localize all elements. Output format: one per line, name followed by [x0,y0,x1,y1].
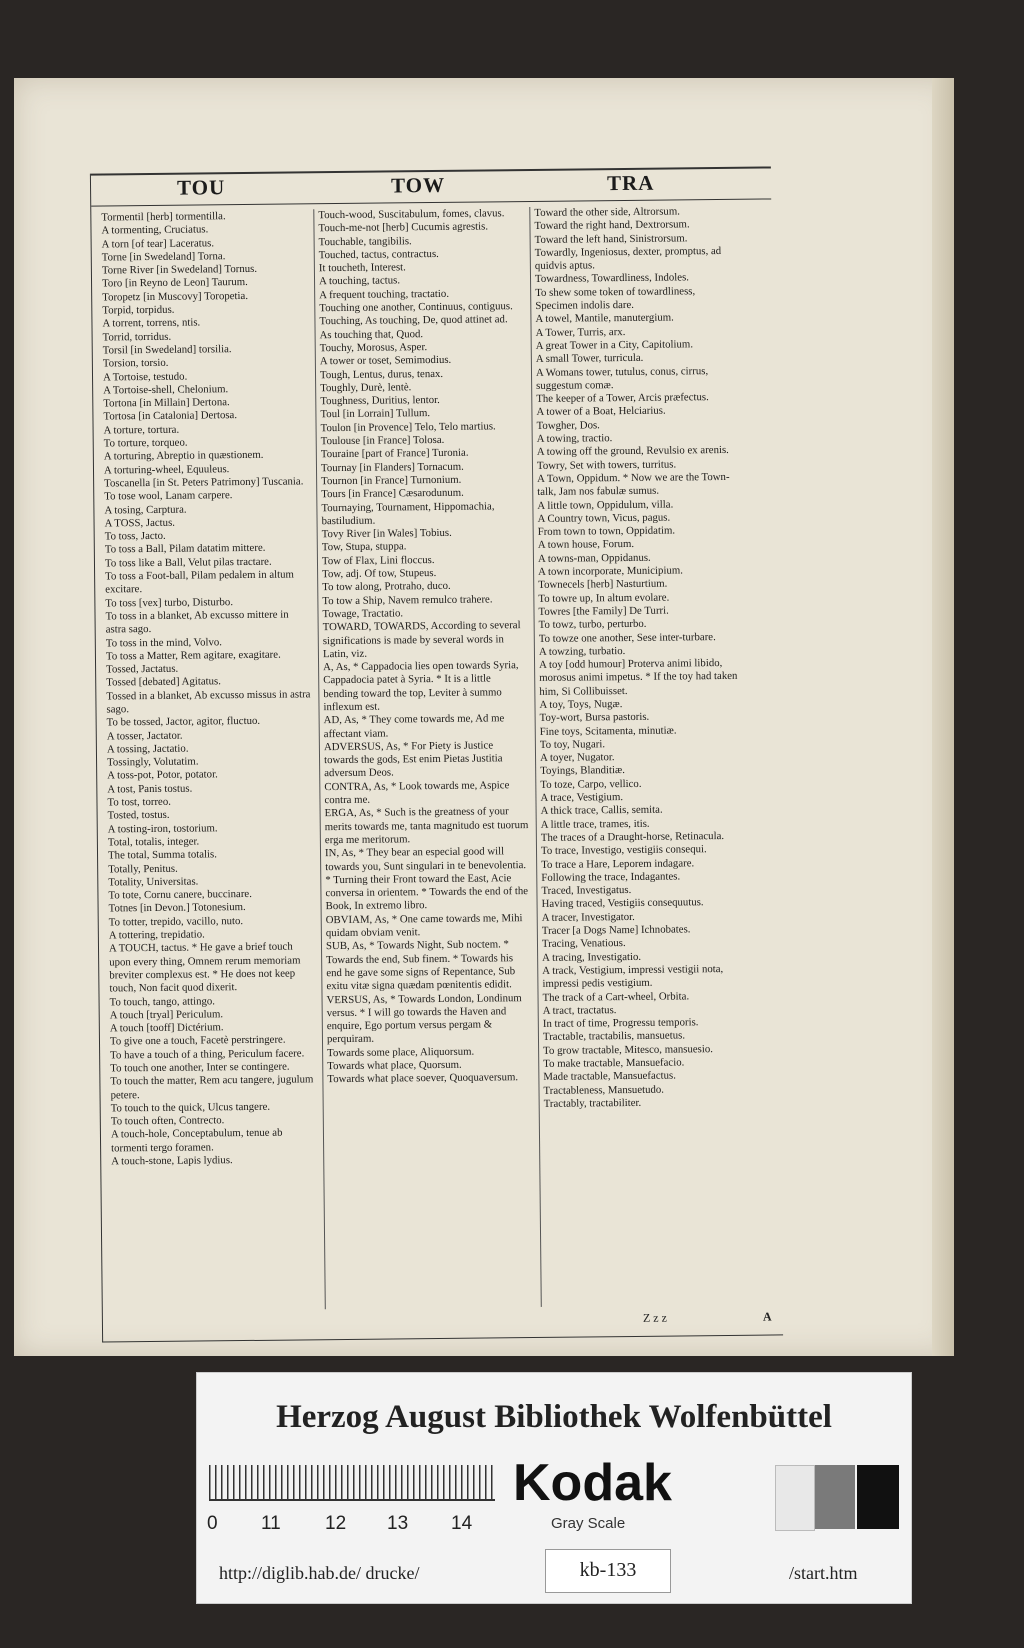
signature-mark: Z z z [642,1310,667,1325]
dictionary-entry: A towel, Mantile, manutergium. [535,311,674,326]
dictionary-entry: A touch-stone, Lapis lydius. [111,1154,233,1168]
dictionary-entry: It toucheth, Interest. [318,261,406,275]
dictionary-entry: Toulouse [in France] Tolosa. [320,433,445,448]
dictionary-entry: Fine toys, Scitamenta, minutiæ. [539,724,677,738]
gray-scale-label: Gray Scale [551,1515,626,1532]
dictionary-entry: A tottering, trepidatio. [108,928,205,942]
dictionary-entry: A tossing, Jactatio. [106,742,189,756]
dictionary-entry: To tost, torreo. [107,795,171,809]
dictionary-entry: Touching one another, Continuus, contiguus. [319,300,513,315]
dictionary-entry: Tossed in a blanket, Ab excusso missus in astra sago. [106,688,311,716]
dictionary-entry: Towardness, Towardliness, Indoles. [534,271,690,286]
dictionary-entry: Toro [in Reyno de Leon] Taurum. [101,276,248,290]
dictionary-entry: In tract of time, Progressu temporis. [542,1016,699,1031]
dictionary-entry: Totality, Universitas. [108,875,199,889]
dictionary-entry: A Tortoise, testudo. [102,370,188,384]
dictionary-entry: A Tortoise-shell, Chelonium. [103,383,229,397]
ruler-number: 14 [451,1513,473,1534]
headword-right: TRA [606,170,655,196]
dictionary-entry: ADVERSUS, As, * For Piety is Justice towards the gods, Est enim Pietas Justitia adversum Deos. [323,739,503,780]
dictionary-entry: To toss in the mind, Volvo. [105,635,222,649]
dictionary-entry: To toss a Matter, Rem agitare, exagitare. [105,648,281,663]
dictionary-entry: Toul [in Lorrain] Tullum. [320,407,431,421]
dictionary-entry: To toss in a blanket, Ab excusso mittere in astra sago. [105,608,289,636]
dictionary-entry: Touch-me-not [herb] Cucumis agrestis. [318,220,489,235]
dictionary-entry: Toward the right hand, Dextrorsum. [534,218,690,233]
dictionary-entry: A towing, tractio. [536,432,613,445]
dictionary-entry: Tortona [in Millain] Dertona. [103,396,230,410]
dictionary-entry: A torture, tortura. [103,423,180,437]
dictionary-entry: A TOSS, Jactus. [104,516,176,530]
page-frame [90,166,783,1342]
dictionary-entry: Torne River [in Swedeland] Tornus. [101,263,258,277]
column-center [313,207,541,1309]
dictionary-entry: IN, As, * They bear an especial good will towards you, Sunt singulari in te benevolentia. * Turning their Front toward the East, Acie conversa in orientem. * Towards the end of the Book, In extremo libro. [324,845,529,913]
dictionary-entry: A touch-hole, Conceptabulum, tenue ab tormenti tergo foramen. [110,1127,283,1155]
dictionary-entry: A town house, Forum. [537,538,635,552]
dictionary-entry: To toss like a Ball, Velut pilas tractare. [104,555,272,570]
dictionary-columns [97,204,782,1311]
dictionary-entry: A Womans tower, tutulus, conus, cirrus, suggestum comæ. [535,364,709,392]
dictionary-entry: To tow along, Protraho, duco. [322,580,451,594]
dictionary-entry: To be tossed, Jactor, agitor, fluctuo. [106,715,261,729]
dictionary-entry: A trace, Vestigium. [540,791,624,804]
dictionary-entry: Tracing, Venatious. [541,937,626,951]
dictionary-entry: To tote, Cornu canere, buccinare. [108,888,252,902]
dictionary-entry: A little town, Oppidulum, villa. [537,498,674,512]
dictionary-entry: Tortosa [in Catalonia] Dertosa. [103,409,238,423]
dictionary-entry: Tow, Stupa, stuppa. [321,540,407,554]
dictionary-entry: TOWARD, TOWARDS, According to several significations is made by several words in Latin, viz. [322,619,521,660]
dictionary-entry: A towing off the ground, Revulsio ex arenis. [536,444,729,459]
dictionary-entry: A track, Vestigium, impressi vestigii nota, impressi pedis vestigium. [542,962,724,991]
column-left [97,209,325,1311]
book-page [14,78,954,1356]
dictionary-entry: To towze one another, Sese inter-turbare. [538,630,716,645]
dictionary-entry: To totter, trepido, vacillo, nuto. [108,914,244,929]
dictionary-entry: Touching, As touching, De, quod attinet ad. [319,313,508,328]
dictionary-entry: Touchable, tangibilis. [318,234,412,248]
dictionary-entry: Towards what place soever, Quoquaversum. [327,1071,519,1086]
dictionary-entry: A tracer, Investigator. [541,910,635,924]
dictionary-entry: To towz, turbo, perturbo. [538,617,647,632]
dictionary-entry: Tovy River [in Wales] Tobius. [321,526,452,541]
dictionary-entry: A tormenting, Cruciatus. [101,223,209,237]
dictionary-entry: OBVIAM, As, * One came towards me, Mihi quidam obviam venit. [325,911,523,940]
dictionary-entry: A touch [tryal] Periculum. [109,1008,224,1022]
dictionary-entry: Towres [the Family] De Turri. [538,604,669,618]
measure-ruler [209,1465,495,1501]
dictionary-entry: To shew some token of towardliness, Specimen indolis dare. [535,285,696,313]
dictionary-entry: To toss a Foot-ball, Pilam pedalem in altum excitare. [105,568,294,596]
dictionary-entry: Towgher, Dos. [536,419,600,432]
dictionary-entry: Tosted, tostus. [107,809,170,822]
dictionary-entry: Tossed, Jactatus. [106,662,179,676]
dictionary-entry: To touch, tango, attingo. [109,994,216,1008]
running-head [91,166,771,206]
dictionary-entry: Torpid, torpidus. [102,303,175,317]
dictionary-entry: From town to town, Oppidatim. [537,524,676,539]
dictionary-entry: To tose wool, Lanam carpere. [104,489,233,503]
dictionary-entry: Towage, Tractatio. [322,607,404,621]
column-right [529,205,757,1307]
dictionary-entry: Totnes [in Devon.] Totonesium. [108,901,246,915]
library-title: Herzog August Bibliothek Wolfenbüttel [276,1399,832,1435]
dictionary-entry: Tossed [debated] Agitatus. [106,675,221,689]
dictionary-entry: To have a touch of a thing, Periculum facere. [110,1047,305,1062]
dictionary-entry: The traces of a Draught-horse, Retinacula. [540,829,725,844]
dictionary-entry: Touch-wood, Suscitabulum, fomes, clavus. [318,207,505,222]
dictionary-entry: A toyer, Nugator. [539,751,615,765]
dictionary-entry: Traced, Investigatus. [541,884,632,898]
dictionary-entry: Toy-wort, Bursa pastoris. [539,711,650,725]
dictionary-entry: The keeper of a Tower, Arcis præfectus. [536,391,709,406]
dictionary-entry: A thick trace, Callis, semita. [540,803,663,818]
page-edge [932,78,954,1356]
dictionary-entry: Tracer [a Dogs Name] Ichnobates. [541,923,691,937]
ruler-number: 13 [387,1513,409,1534]
dictionary-entry: Tournay [in Flanders] Tornacum. [320,460,464,474]
dictionary-entry: ERGA, As, * Such is the greatness of your merits towards me, tanta magnitudo est tuorum erga me meritorum. [324,805,529,847]
dictionary-entry: To give one a touch, Facetè perstringere. [109,1034,286,1048]
dictionary-entry: Towardly, Ingeniosus, dexter, promptus, ad quidvis aptus. [534,244,722,273]
dictionary-entry: CONTRA, As, * Look towards me, Aspice contra me. [324,779,510,807]
swatch-dark [857,1465,899,1529]
dictionary-entry: Toward the other side, Altrorsum. [534,205,680,219]
dictionary-entry: AD, As, * They come towards me, Ad me affectant viam. [323,712,505,740]
dictionary-entry: To make tractable, Mansuefacio. [543,1056,685,1070]
dictionary-entry: To grow tractable, Mitesco, mansuesio. [543,1042,714,1057]
dictionary-entry: A tosing, Carptura. [104,503,187,516]
color-target-card [196,1372,912,1604]
dictionary-entry: As touching that, Quod. [319,327,424,341]
dictionary-entry: Townecels [herb] Nasturtium. [538,577,668,592]
dictionary-entry: To toze, Carpo, vellico. [540,777,642,791]
ruler-number: 0 [207,1513,218,1534]
dictionary-entry: VERSUS, As, * Towards London, Londinum versus. * I will go towards the Haven and enquire, Ego portum versus pergam & perquiram. [326,991,522,1046]
dictionary-entry: To toss a Ball, Pilam datatim mittere. [104,542,266,556]
dictionary-entry: Tractableness, Mansuetudo. [543,1083,665,1097]
dictionary-entry: The total, Summa totalis. [107,848,217,862]
dictionary-entry: A, As, * Cappadocia lies open towards Syria, Cappadocia patet à Syria. * It is a little bending toward the top, Leviter à summo inflexum est. [323,659,519,714]
dictionary-entry: Tormentil [herb] tormentilla. [101,210,226,224]
dictionary-entry: Toscanella [in St. Peters Patrimony] Tuscania. [104,475,304,490]
dictionary-entry: A touch [tooff] Dictérium. [109,1021,224,1035]
dictionary-entry: Tours [in France] Cæsarodunum. [321,486,464,501]
dictionary-entry: Torsion, torsio. [102,357,169,370]
dictionary-entry: Torsil [in Swedeland] torsilia. [102,343,232,357]
dictionary-entry: A small Tower, turricula. [535,352,644,366]
dictionary-entry: Tournon [in France] Turnonium. [321,473,462,488]
dictionary-entry: A torrent, torrens, ntis. [102,316,201,330]
dictionary-entry: Toropetz [in Muscovy] Toropetia. [102,289,249,304]
dictionary-entry: A great Tower in a City, Capitolium. [535,338,694,352]
dictionary-entry: A frequent touching, tractatio. [319,287,450,301]
dictionary-entry: A town incorporate, Municipium. [538,564,683,578]
dictionary-entry: A toy, Toys, Nugæ. [539,698,623,711]
dictionary-entry: Having traced, Vestigiis consequutus. [541,896,704,911]
dictionary-entry: A Tower, Turris, arx. [535,325,626,339]
kodak-logo: Kodak [513,1454,672,1512]
dictionary-entry: To touch to the quick, Ulcus tangere. [110,1100,271,1115]
ruler-number: 11 [261,1513,281,1534]
swatch-light [775,1465,815,1531]
dictionary-entry: Toward the left hand, Sinistrorsum. [534,231,688,246]
catchword: A [762,1309,772,1324]
dictionary-entry: A tracing, Investigatio. [542,950,642,964]
dictionary-entry: To touch one another, Inter se contingere. [110,1060,290,1075]
dictionary-entry: Following the trace, Indagantes. [541,870,681,884]
dictionary-entry: A tosser, Jactator. [106,729,183,743]
dictionary-entry: Toughness, Duritius, lentor. [320,394,440,408]
dictionary-entry: A toy [odd humour] Proterva animi libido, morosus animi impetus. * If the toy had taken him, Si Collibuisset. [539,657,738,698]
url-left: http://diglib.hab.de/ drucke/ [219,1563,420,1583]
dictionary-entry: A tower of a Boat, Helciarius. [536,405,666,419]
dictionary-entry: A tosting-iron, tostorium. [107,821,218,836]
dictionary-entry: Touraine [part of France] Turonia. [320,446,469,461]
dictionary-entry: To toss [vex] turbo, Disturbo. [105,595,234,610]
dictionary-entry: A tower or toset, Semimodius. [319,354,452,368]
dictionary-entry: Torne [in Swedeland] Torna. [101,250,226,264]
dictionary-entry: Tournaying, Tournament, Hippomachia, bastiludium. [321,499,495,528]
dictionary-entry: A Country town, Vicus, pagus. [537,511,671,525]
dictionary-entry: A towzing, turbatio. [538,644,626,658]
dictionary-entry: Touchy, Morosus, Asper. [319,341,428,355]
dictionary-entry: Tossingly, Volutatim. [107,755,199,769]
dictionary-entry: To trace, Investigo, vestigiis consequi. [540,843,707,858]
ruler-number: 12 [325,1513,347,1534]
dictionary-entry: Tough, Lentus, durus, tenax. [319,367,444,381]
dictionary-entry: A little trace, trames, itis. [540,817,650,831]
swatch-mid [815,1465,855,1529]
dictionary-entry: A tract, tractatus. [542,1003,617,1017]
dictionary-entry: A toss-pot, Potor, potator. [107,768,218,782]
dictionary-entry: Toughly, Durè, lentè. [320,381,412,395]
dictionary-entry: Towards what place, Quorsum. [327,1058,462,1073]
dictionary-entry: Total, totalis, integer. [107,835,200,849]
dictionary-entry: Tractably, tractabiliter. [543,1096,642,1110]
dictionary-entry: To torture, torqueo. [103,436,188,450]
dictionary-entry: A towns-man, Oppidanus. [537,551,651,565]
headword-left: TOU [176,175,226,200]
dictionary-entry: Torrid, torridus. [102,330,172,344]
url-right: /start.htm [789,1563,858,1583]
headword-center: TOW [390,172,446,198]
dictionary-entry: Made tractable, Mansuefactus. [543,1069,676,1084]
dictionary-entry: To trace a Hare, Leporem indagare. [541,856,695,871]
dictionary-entry: A torn [of tear] Laceratus. [101,236,215,251]
dictionary-entry: Towards some place, Aliquorsum. [327,1045,475,1059]
dictionary-entry: Tow, adj. Of tow, Stupeus. [322,567,437,581]
dictionary-entry: Tow of Flax, Lini floccus. [321,553,435,567]
dictionary-entry: A tost, Panis tostus. [107,782,193,796]
dictionary-entry: Totally, Penitus. [108,862,178,875]
dictionary-entry: A torturing, Abreptio in quæstionem. [103,449,264,463]
dictionary-entry: To toss, Jacto. [104,529,166,543]
dictionary-entry: A Town, Oppidum. * Now we are the Town-talk, Jam nos fabulæ sumus. [537,470,730,499]
dictionary-entry: A touching, tactus. [318,274,401,288]
dictionary-entry: Tractable, tractabilis, mansuetus. [542,1029,686,1044]
shelfmark-id: kb-133 [545,1549,671,1593]
dictionary-entry: Toulon [in Provence] Telo, Telo martius. [320,420,496,434]
dictionary-entry: A TOUCH, tactus. * He gave a brief touch upon every thing, Omnem rerum memoriam breviter complexus est. * He does not keep touch, Non facit quod dixerit. [108,940,301,995]
dictionary-entry: To tow a Ship, Navem remulco trahere. [322,593,493,607]
dictionary-entry: To touch the matter, Rem acu tangere, jugulum petere. [110,1073,314,1102]
dictionary-entry: The track of a Cart-wheel, Orbita. [542,989,690,1004]
dictionary-entry: A torturing-wheel, Equuleus. [103,462,230,477]
dictionary-entry: Towry, Set with towers, turritus. [536,458,677,472]
dictionary-entry: To toy, Nugari. [539,738,606,751]
dictionary-entry: Touched, tactus, contractus. [318,247,439,262]
dictionary-entry: To touch often, Contrecto. [110,1114,225,1128]
dictionary-entry: Toyings, Blanditiæ. [540,764,625,778]
dictionary-entry: To towre up, In altum evolare. [538,591,670,605]
dictionary-entry: SUB, As, * Towards Night, Sub noctem. * Towards the end, Sub finem. * Towards his end he gave some signs of Repentance, Sub exitu vitæ signa quædam pœnitentis edidit. [325,938,516,993]
